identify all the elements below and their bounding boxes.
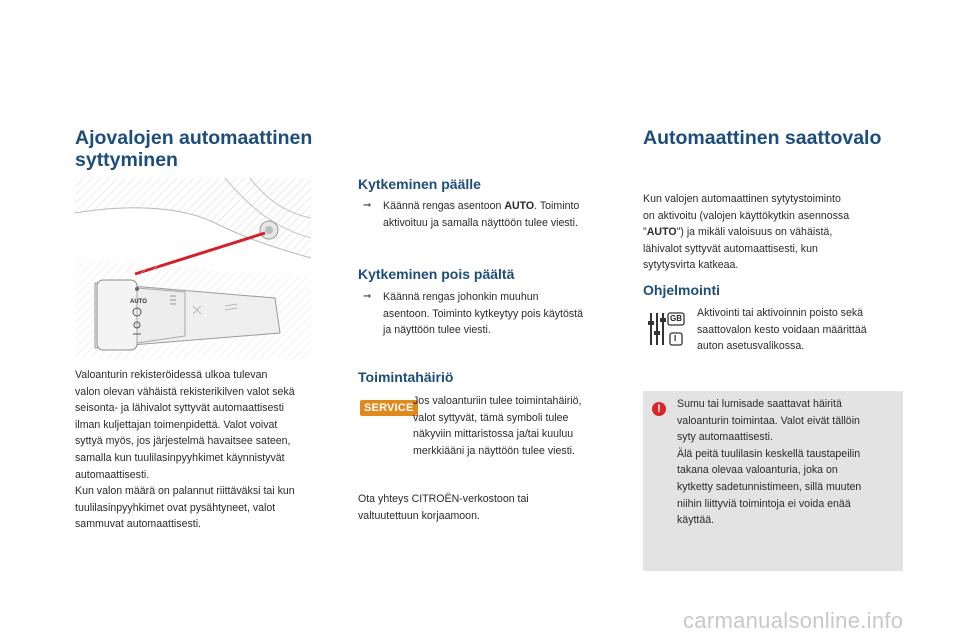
service-warning-icon [360, 398, 418, 416]
contact-note [358, 491, 618, 524]
prog-line: auton asetusvalikossa. [697, 340, 805, 353]
right-title: Automaattinen saattovalo [643, 127, 882, 149]
intro-auto: AUTO [646, 226, 677, 239]
off-section-title: Kytkeminen pois päältä [358, 266, 515, 282]
intro-quote-open: " [643, 226, 647, 239]
warning-text [677, 396, 899, 529]
intro-line: on aktivoitu (valojen käyttökytkin asennossa [643, 209, 850, 222]
left-title [75, 127, 312, 171]
warning-exclamation-icon: ! [652, 402, 666, 416]
contact-line: valtuutettuun korjaamoon. [358, 509, 480, 522]
malfunction-line: valot syttyvät, tämä symboli tulee [413, 411, 569, 424]
intro-line: sytytysvirta katkeaa. [643, 259, 739, 272]
auto-ring-label: AUTO [130, 299, 147, 305]
malfunction-title: Toimintahäiriö [358, 369, 454, 385]
left-title-line2: syttyminen [75, 149, 178, 171]
left-description [75, 367, 345, 533]
intro-quote-close: ") ja mikäli valoisuus on vähäistä, [676, 226, 833, 239]
malfunction-description [413, 393, 628, 459]
warning-line: käyttää. [677, 514, 715, 527]
malfunction-line: näkyviin mittaristossa ja/tai kuuluu [413, 428, 574, 441]
light-stalk-drawing [75, 178, 311, 358]
warning-line: niihin liittyviä toimintoja ei voida enää [677, 497, 851, 510]
settings-icon-gb-label: GB [670, 314, 682, 323]
off-bullet-line: ja näyttöön tulee viesti. [383, 324, 491, 337]
on-bullet-line1 [383, 198, 579, 215]
intro-line [643, 224, 913, 241]
left-para-line: Kun valon määrä on palannut riittäväksi tai kun [75, 485, 295, 498]
malfunction-line: merkkiääni ja näyttöön tulee viesti. [413, 444, 575, 457]
left-para-line: sammuvat automaattisesti. [75, 518, 201, 531]
arrow-bullet-icon: ➞ [363, 200, 372, 211]
service-badge: SERVICE [360, 400, 418, 416]
on-bullet-post: . Toiminto [534, 200, 580, 212]
programming-title: Ohjelmointi [643, 282, 720, 298]
programming-description [697, 305, 912, 355]
watermark: carmanualsonline.info [683, 608, 904, 633]
warning-line: kytketty sadetunnistimeen, sillä muuten [677, 480, 862, 493]
left-para-line: valon olevan vähäistä rekisterikilven valot sekä [75, 385, 295, 398]
left-para-line: samalla kun tuulilasinpyyhkimet käynnistyvät [75, 451, 285, 464]
warning-line: Sumu tai lumisade saattavat häiritä [677, 398, 842, 410]
contact-line: Ota yhteys CITROËN-verkostoon tai [358, 493, 529, 505]
warning-box [643, 391, 903, 571]
left-para-line: Valoanturin rekisteröidessä ulkoa tulevan [75, 369, 268, 381]
light-stalk-illustration [75, 178, 311, 358]
on-bullet-pre: Käännä rengas asentoon [383, 200, 505, 212]
on-section-title: Kytkeminen päälle [358, 176, 481, 192]
warning-line: Älä peitä tuulilasin keskellä taustapeilin [677, 447, 861, 460]
off-bullet-line: asentoon. Toiminto kytkeytyy pois käytöstä [383, 307, 584, 320]
off-bullet-line: Käännä rengas johonkin muuhun [383, 291, 539, 303]
left-para-line: automaattisesti. [75, 468, 150, 481]
warning-line: syty automaattisesti. [677, 431, 773, 444]
intro-line: lähivalot syttyvät automaattisesti, kun [643, 242, 818, 255]
settings-menu-icon [646, 309, 688, 349]
warning-line: valoanturin toimintaa. Valot eivät tällöin [677, 414, 860, 427]
left-para-line: seisonta- ja lähivalot syttyvät automaattisesti [75, 402, 285, 415]
left-para-line: syttyä myös, jos järjestelmä havaitsee sateen, [75, 435, 291, 448]
left-title-line1: Ajovalojen automaattinen [75, 127, 313, 149]
off-instruction [363, 289, 623, 339]
left-para-line: ilman kuljettajan toimenpidettä. Valot voivat [75, 418, 278, 431]
malfunction-line: Jos valoanturiin tulee toimintahäiriö, [413, 395, 582, 407]
arrow-bullet-icon: ➞ [363, 291, 372, 302]
left-para-line: tuulilasinpyyhkimet ovat pysähtyneet, valot [75, 501, 276, 514]
prog-line: saattovalon kesto voidaan määrittää [697, 323, 867, 336]
prog-line: Aktivointi tai aktivoinnin poisto sekä [697, 307, 864, 319]
warning-line: takana olevaa valoanturia, joka on [677, 464, 838, 477]
on-bullet-auto: AUTO [504, 200, 535, 212]
intro-line: Kun valojen automaattinen sytytystoiminto [643, 193, 841, 205]
settings-icon-i-label: I [674, 334, 677, 343]
on-bullet-line2: aktivoituu ja samalla näyttöön tulee viesti. [383, 216, 578, 229]
followme-intro [643, 191, 913, 274]
on-instruction [363, 198, 623, 231]
